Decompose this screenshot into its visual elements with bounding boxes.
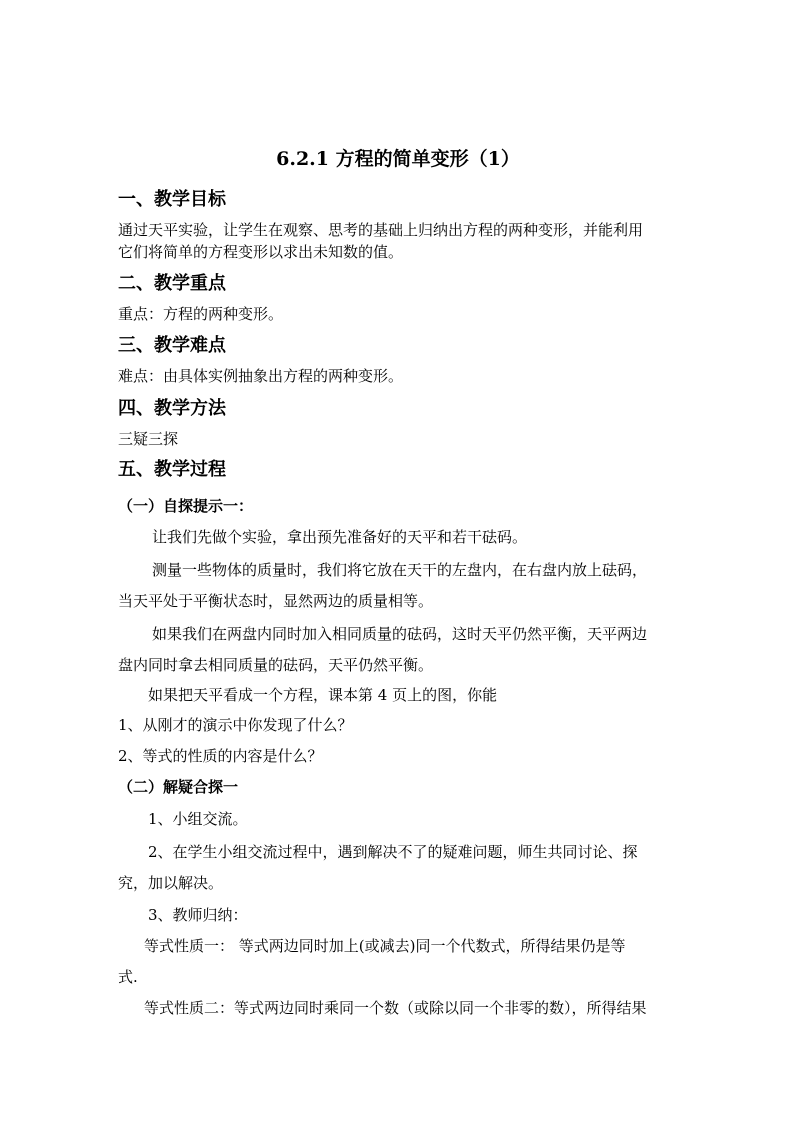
heading-teaching-method: 四、教学方法 (118, 398, 226, 419)
heading-key-points: 二、教学重点 (118, 273, 226, 294)
item-teacher-student-discussion-line-2: 究，加以解决。 (118, 874, 224, 892)
item-teacher-summary: 3、教师归纳： (148, 906, 248, 924)
document-page (118, 0, 678, 1123)
equality-property-2-line-1: 等式性质二：等式两边同时乘同一个数（或除以同一个非零的数），所得结果 (144, 999, 647, 1017)
heading-difficult-points: 三、教学难点 (118, 335, 226, 356)
equality-property-1-line-1: 等式性质一： 等式两边同时加上(或减去)同一个代数式，所得结果仍是等 (144, 937, 626, 955)
item-teacher-student-discussion-line-1: 2、在学生小组交流过程中，遇到解决不了的疑难问题，师生共同讨论、探 (148, 843, 638, 861)
objectives-line-2: 它们将简单的方程变形以求出未知数的值。 (118, 243, 404, 261)
equality-property-1-line-2: 式. (118, 968, 138, 986)
paragraph-textbook-figure: 如果把天平看成一个方程，课本第 4 页上的图，你能 (148, 686, 498, 704)
paragraph-balance-line-1: 如果我们在两盘内同时加入相同质量的砝码，这时天平仍然平衡，天平两边 (152, 625, 648, 643)
heading-teaching-objectives: 一、教学目标 (118, 189, 226, 210)
subheading-self-explore-1: （一）自探提示一： (118, 497, 254, 515)
paragraph-experiment: 让我们先做个实验，拿出预先准备好的天平和若干砝码。 (152, 528, 528, 546)
objectives-line-1: 通过天平实验，让学生在观察、思考的基础上归纳出方程的两种变形，并能利用 (118, 221, 644, 239)
teaching-method-text: 三疑三探 (118, 430, 179, 448)
document-title: 6.2.1 方程的简单变形（1） (276, 148, 520, 170)
paragraph-measure-line-2: 当天平处于平衡状态时，显然两边的质量相等。 (118, 592, 434, 610)
paragraph-balance-line-2: 盘内同时拿去相同质量的砝码，天平仍然平衡。 (118, 656, 434, 674)
heading-teaching-process: 五、教学过程 (118, 459, 226, 480)
subheading-resolve-explore-1: （二）解疑合探一 (118, 778, 239, 796)
item-group-discussion: 1、小组交流。 (148, 810, 248, 828)
question-2: 2、等式的性质的内容是什么？ (118, 747, 323, 765)
difficult-points-text: 难点：由具体实例抽象出方程的两种变形。 (118, 367, 404, 385)
paragraph-measure-line-1: 测量一些物体的质量时，我们将它放在天干的左盘内，在右盘内放上砝码， (152, 561, 648, 579)
key-points-text: 重点：方程的两种变形。 (118, 305, 284, 323)
question-1: 1、从刚才的演示中你发现了什么？ (118, 716, 353, 734)
